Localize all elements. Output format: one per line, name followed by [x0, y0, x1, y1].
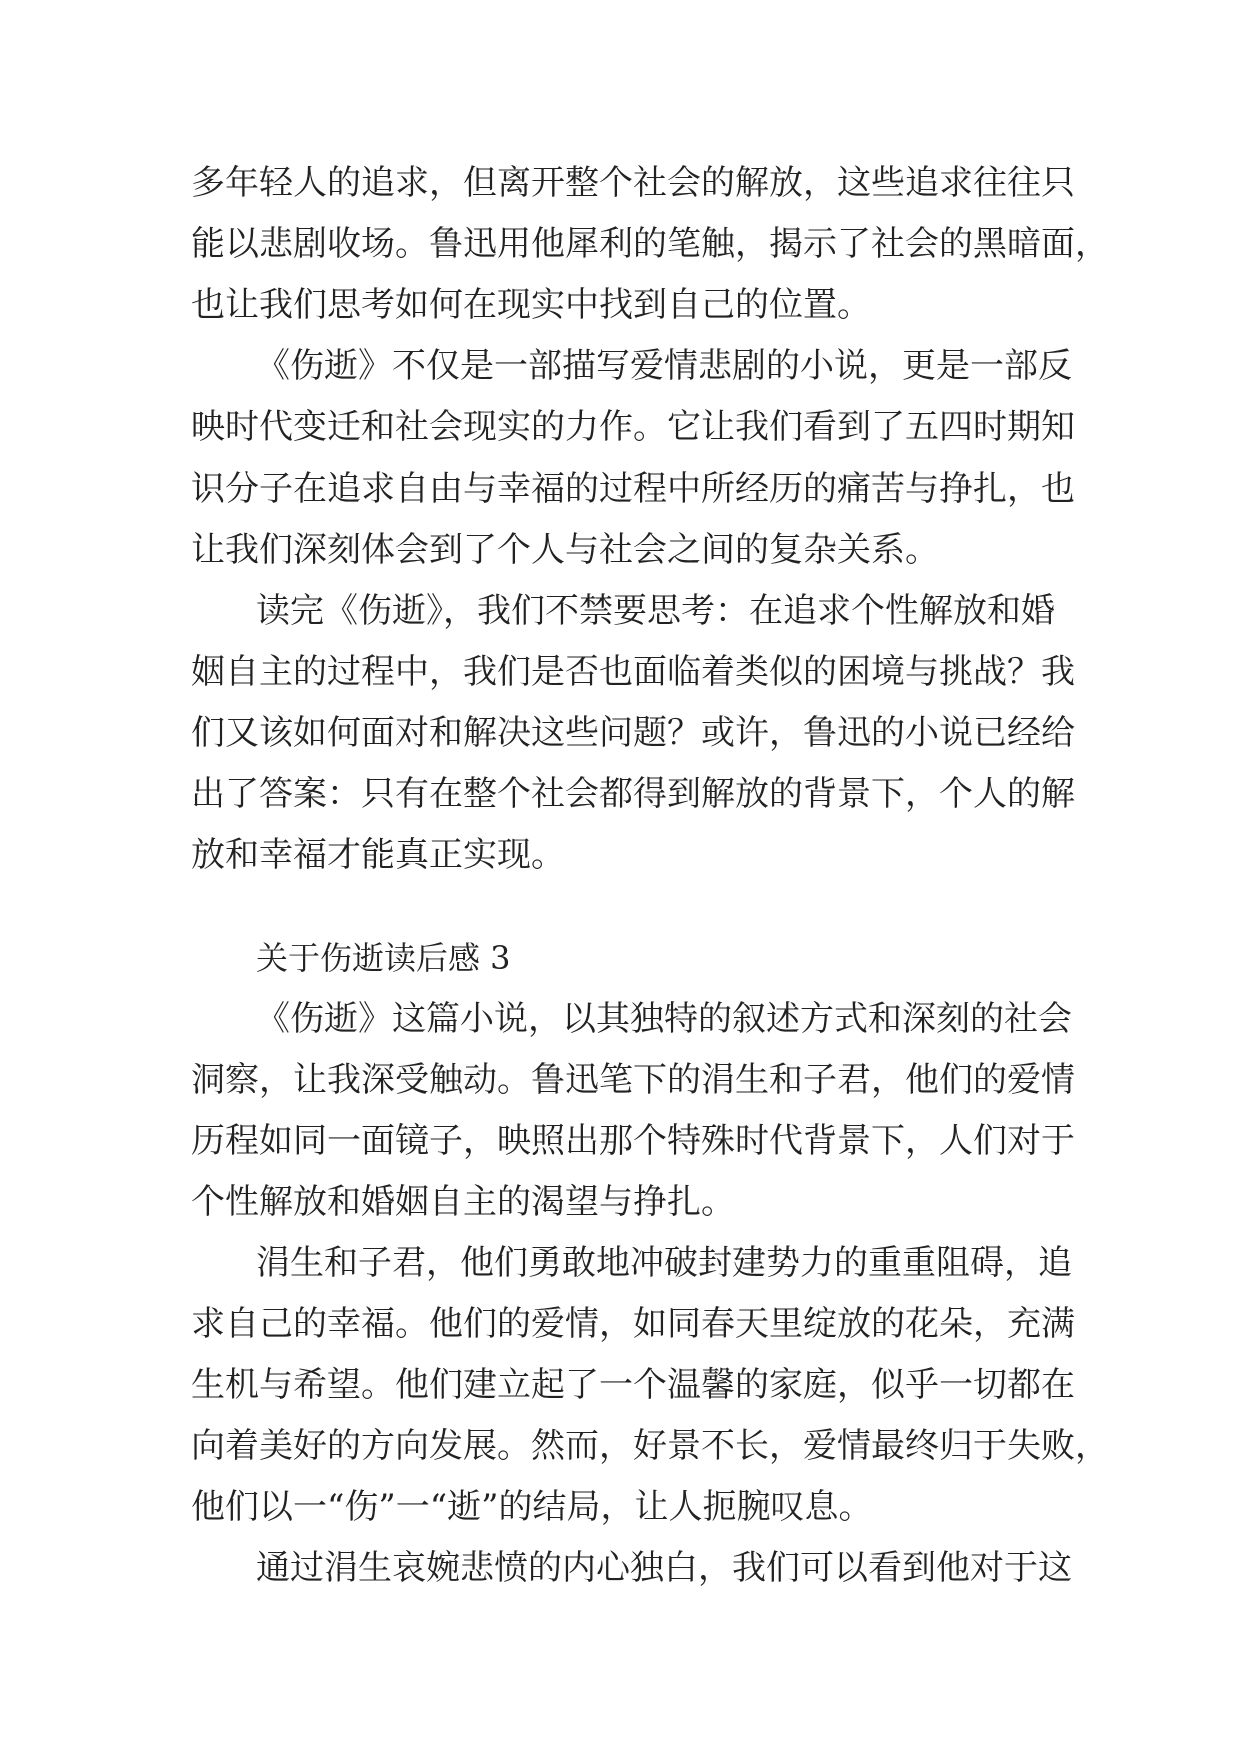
text-line: 向着美好的方向发展。然而，好景不长，爱情最终归于失败， — [191, 1426, 1109, 1466]
section-heading: 关于伤逝读后感 3 — [256, 939, 511, 977]
text-line: 让我们深刻体会到了个人与社会之间的复杂关系。 — [191, 530, 939, 570]
text-line: 姻自主的过程中，我们是否也面临着类似的困境与挑战？我 — [191, 652, 1075, 692]
paragraph-first-line: 涓生和子君，他们勇敢地冲破封建势力的重重阻碍，追 — [256, 1243, 1072, 1283]
text-line: 个性解放和婚姻自主的渴望与挣扎。 — [191, 1182, 735, 1222]
text-line: 求自己的幸福。他们的爱情，如同春天里绽放的花朵，充满 — [191, 1304, 1075, 1344]
text-line: 映时代变迁和社会现实的力作。它让我们看到了五四时期知 — [191, 407, 1075, 447]
text-line: 历程如同一面镜子，映照出那个特殊时代背景下，人们对于 — [191, 1121, 1075, 1161]
text-line: 也让我们思考如何在现实中找到自己的位置。 — [191, 285, 871, 325]
text-line: 识分子在追求自由与幸福的过程中所经历的痛苦与挣扎，也 — [191, 469, 1075, 509]
text-line: 生机与希望。他们建立起了一个温馨的家庭，似乎一切都在 — [191, 1365, 1075, 1405]
paragraph-first-line: 《伤逝》这篇小说，以其独特的叙述方式和深刻的社会 — [256, 999, 1072, 1039]
text-line: 放和幸福才能真正实现。 — [191, 835, 565, 875]
text-line: 他们以一“伤”一“逝”的结局，让人扼腕叹息。 — [191, 1487, 873, 1527]
text-line: 们又该如何面对和解决这些问题？或许，鲁迅的小说已经给 — [191, 713, 1075, 753]
paragraph-first-line: 读完《伤逝》，我们不禁要思考：在追求个性解放和婚 — [256, 591, 1055, 631]
paragraph-first-line: 通过涓生哀婉悲愤的内心独白，我们可以看到他对于这 — [256, 1548, 1072, 1588]
text-line: 能以悲剧收场。鲁迅用他犀利的笔触，揭示了社会的黑暗面， — [191, 224, 1109, 264]
text-line: 出了答案：只有在整个社会都得到解放的背景下，个人的解 — [191, 774, 1075, 814]
text-line: 洞察，让我深受触动。鲁迅笔下的涓生和子君，他们的爱情 — [191, 1060, 1075, 1100]
text-line: 多年轻人的追求，但离开整个社会的解放，这些追求往往只 — [191, 163, 1075, 203]
paragraph-first-line: 《伤逝》不仅是一部描写爱情悲剧的小说，更是一部反 — [256, 346, 1072, 386]
